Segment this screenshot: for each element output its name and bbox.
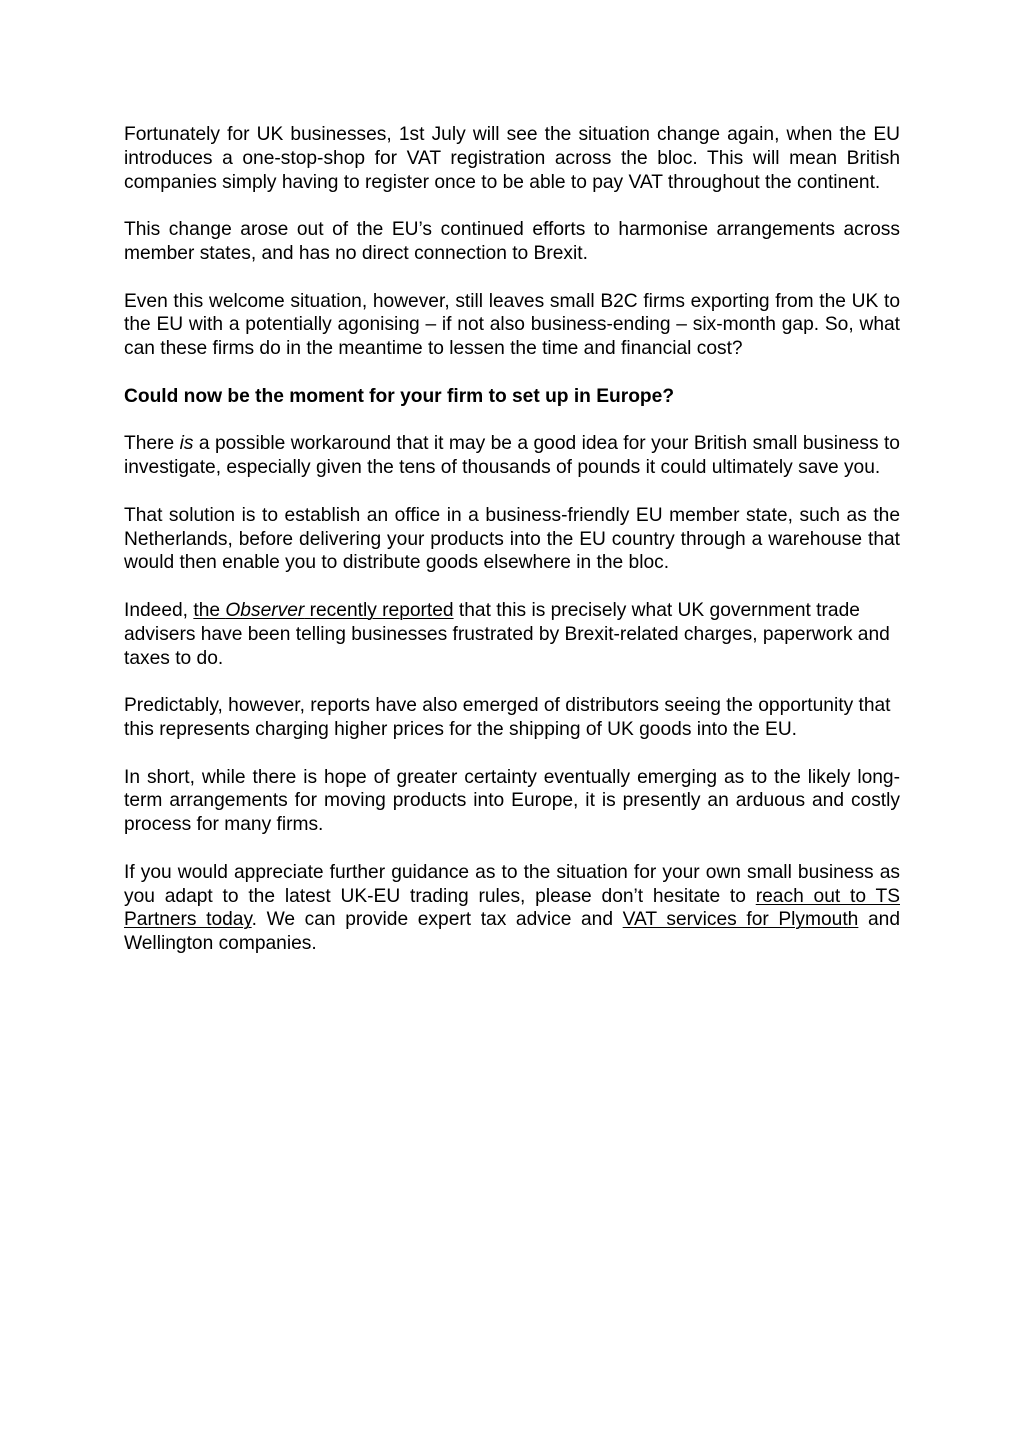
- workaround-text-after: a possible workaround that it may be a good idea for your British small business to investigate, especially given the tens of thousands of pounds it could ultimately save you.: [124, 433, 900, 479]
- document-page: [124, 123, 900, 980]
- workaround-emphasis: is: [179, 433, 194, 455]
- observer-link-reported: recently reported: [304, 599, 454, 621]
- workaround-text-before: There: [124, 433, 180, 455]
- paragraph-distributor-prices: Predictably, however, reports have also emerged of distributors seeing the opportunity that this represents charging higher prices for the shipping of UK goods into the EU.: [124, 695, 891, 740]
- observer-report-link[interactable]: [193, 600, 453, 621]
- paragraph-vat-one-stop-shop: Fortunately for UK businesses, 1st July will see the situation change again, when the EU introduces a one-stop-shop for VAT registration across the bloc. This will mean British companies simply having to register once to be able to pay VAT throughout the continent.: [124, 124, 900, 193]
- section-heading: Could now be the moment for your firm to set up in Europe?: [124, 385, 675, 407]
- observer-text-after: that this is precisely what UK government trade advisers have been telling businesses frustrated by Brexit-related charges, paperwork and taxes to do.: [124, 599, 890, 669]
- contact-text-before: If you would appreciate further guidance as to the situation for your own small business as you adapt to the latest UK-EU trading rules, please don’t hesitate to: [124, 861, 900, 907]
- paragraph-contact: [124, 861, 900, 956]
- paragraph-netherlands-office: That solution is to establish an office in a business-friendly EU member state, such as the Netherlands, before delivering your products into the EU country through a warehouse that would then enable you to distribute goods elsewhere in the bloc.: [124, 504, 900, 574]
- contact-ts-partners-link[interactable]: reach out to TS Partners today: [124, 885, 900, 931]
- paragraph-in-short: In short, while there is hope of greater certainty eventually emerging as to the likely long-term arrangements for moving products into Europe, it is presently an arduous and costly process for many firms.: [124, 766, 900, 836]
- observer-text-before: Indeed,: [124, 599, 194, 621]
- vat-services-plymouth-link[interactable]: VAT services for Plymouth: [622, 909, 859, 931]
- paragraph-workaround: [124, 432, 900, 480]
- paragraph-six-month-gap: Even this welcome situation, however, still leaves small B2C firms exporting from the UK to the EU with a potentially agonising – if not also business-ending – six-month gap. So, what can these firms do in the meantime to lessen the time and financial cost?: [124, 290, 900, 360]
- paragraph-eu-harmonisation: This change arose out of the EU’s continued efforts to harmonise arrangements across member states, and has no direct connection to Brexit.: [124, 219, 900, 264]
- observer-link-the: the: [193, 599, 226, 621]
- paragraph-observer-report: [124, 599, 900, 670]
- contact-text-middle: . We can provide expert tax advice and: [251, 909, 623, 931]
- contact-text-after: and Wellington companies.: [124, 909, 900, 955]
- observer-link-title: Observer: [225, 599, 305, 621]
